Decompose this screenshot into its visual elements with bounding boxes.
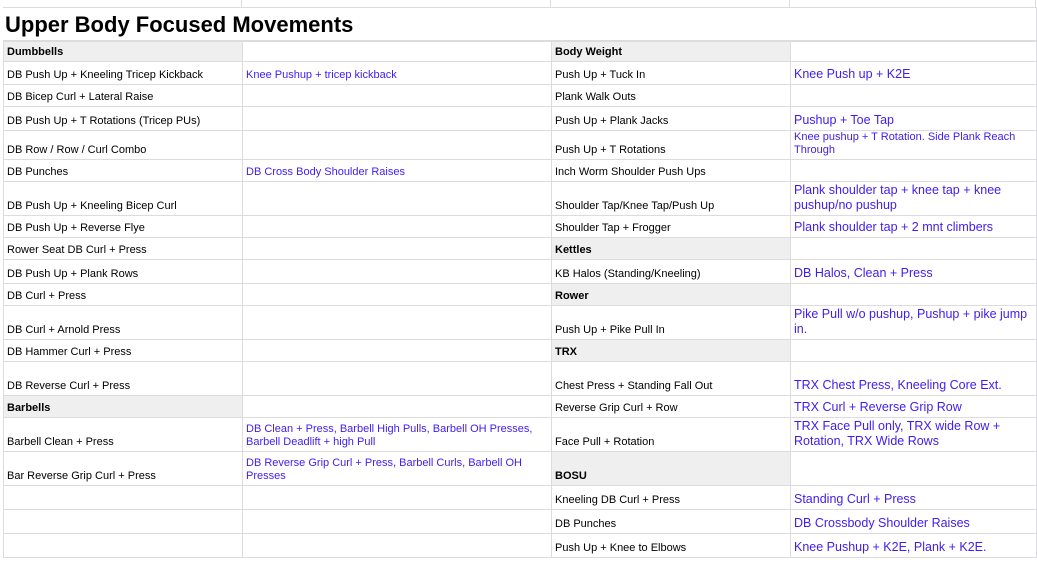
- table-cell[interactable]: [243, 362, 552, 396]
- table-cell[interactable]: Barbells: [4, 396, 243, 418]
- table-cell[interactable]: TRX: [552, 340, 791, 362]
- table-cell[interactable]: Pushup + Toe Tap: [791, 107, 1037, 131]
- table-cell[interactable]: Pike Pull w/o pushup, Pushup + pike jump in.: [791, 306, 1037, 340]
- table-cell[interactable]: DB Push Up + Reverse Flye: [4, 216, 243, 238]
- table-cell[interactable]: Inch Worm Shoulder Push Ups: [552, 160, 791, 182]
- table-cell[interactable]: [791, 160, 1037, 182]
- table-cell[interactable]: [4, 486, 243, 510]
- table-cell[interactable]: DB Cross Body Shoulder Raises: [243, 160, 552, 182]
- table-row: [4, 238, 1037, 260]
- table-row: [4, 362, 1037, 396]
- table-cell[interactable]: [791, 340, 1037, 362]
- table-row: [4, 85, 1037, 107]
- table-cell[interactable]: Shoulder Tap/Knee Tap/Push Up: [552, 182, 791, 216]
- table-cell[interactable]: [243, 216, 552, 238]
- table-cell[interactable]: DB Reverse Curl + Press: [4, 362, 243, 396]
- table-row: [4, 452, 1037, 486]
- table-cell[interactable]: [243, 306, 552, 340]
- movements-table: [3, 41, 1037, 558]
- table-row: [4, 182, 1037, 216]
- table-cell[interactable]: [243, 238, 552, 260]
- table-cell[interactable]: [243, 486, 552, 510]
- table-cell[interactable]: Knee Pushup + tricep kickback: [243, 62, 552, 85]
- table-cell[interactable]: Push Up + Pike Pull In: [552, 306, 791, 340]
- table-cell[interactable]: DB Punches: [4, 160, 243, 182]
- table-cell[interactable]: Push Up + Plank Jacks: [552, 107, 791, 131]
- table-cell[interactable]: [243, 510, 552, 534]
- table-cell[interactable]: Knee pushup + T Rotation. Side Plank Reach Through: [791, 131, 1037, 160]
- table-cell[interactable]: Push Up + Tuck In: [552, 62, 791, 85]
- table-cell[interactable]: [791, 85, 1037, 107]
- sheet-title[interactable]: Upper Body Focused Movements: [3, 8, 1037, 41]
- table-row: [4, 418, 1037, 452]
- table-row: [4, 284, 1037, 306]
- cell[interactable]: [551, 0, 790, 7]
- table-cell[interactable]: KB Halos (Standing/Kneeling): [552, 260, 791, 284]
- table-cell[interactable]: Push Up + T Rotations: [552, 131, 791, 160]
- table-cell[interactable]: Shoulder Tap + Frogger: [552, 216, 791, 238]
- table-row: [4, 42, 1037, 62]
- table-cell[interactable]: DB Punches: [552, 510, 791, 534]
- table-cell[interactable]: [243, 85, 552, 107]
- table-cell[interactable]: DB Curl + Arnold Press: [4, 306, 243, 340]
- table-row: [4, 260, 1037, 284]
- table-cell[interactable]: DB Clean + Press, Barbell High Pulls, Barbell OH Presses, Barbell Deadlift + high Pull: [243, 418, 552, 452]
- table-cell[interactable]: DB Hammer Curl + Press: [4, 340, 243, 362]
- table-cell[interactable]: DB Reverse Grip Curl + Press, Barbell Curls, Barbell OH Presses: [243, 452, 552, 486]
- cell[interactable]: [3, 0, 242, 7]
- table-row: [4, 510, 1037, 534]
- table-cell[interactable]: Kneeling DB Curl + Press: [552, 486, 791, 510]
- table-cell[interactable]: Plank shoulder tap + knee tap + knee pushup/no pushup: [791, 182, 1037, 216]
- table-cell[interactable]: [791, 284, 1037, 306]
- table-cell[interactable]: DB Bicep Curl + Lateral Raise: [4, 85, 243, 107]
- table-cell[interactable]: Reverse Grip Curl + Row: [552, 396, 791, 418]
- table-row: [4, 107, 1037, 131]
- top-row-strip: [3, 0, 1037, 8]
- table-row: [4, 131, 1037, 160]
- table-cell[interactable]: [791, 42, 1037, 62]
- table-cell[interactable]: BOSU: [552, 452, 791, 486]
- table-cell[interactable]: Dumbbells: [4, 42, 243, 62]
- table-cell[interactable]: DB Push Up + T Rotations (Tricep PUs): [4, 107, 243, 131]
- table-row: [4, 216, 1037, 238]
- table-cell[interactable]: DB Push Up + Kneeling Tricep Kickback: [4, 62, 243, 85]
- table-row: [4, 486, 1037, 510]
- table-cell[interactable]: [243, 284, 552, 306]
- table-row: [4, 340, 1037, 362]
- table-cell[interactable]: Bar Reverse Grip Curl + Press: [4, 452, 243, 486]
- table-cell[interactable]: DB Push Up + Plank Rows: [4, 260, 243, 284]
- spreadsheet-grid: [3, 0, 1037, 558]
- table-row: [4, 396, 1037, 418]
- table-cell[interactable]: Knee Pushup + K2E, Plank + K2E.: [791, 534, 1037, 558]
- table-cell[interactable]: DB Halos, Clean + Press: [791, 260, 1037, 284]
- table-cell[interactable]: Chest Press + Standing Fall Out: [552, 362, 791, 396]
- table-cell[interactable]: Rower Seat DB Curl + Press: [4, 238, 243, 260]
- table-cell[interactable]: TRX Face Pull only, TRX wide Row + Rotation, TRX Wide Rows: [791, 418, 1037, 452]
- table-cell[interactable]: Push Up + Knee to Elbows: [552, 534, 791, 558]
- table-cell[interactable]: Plank Walk Outs: [552, 85, 791, 107]
- table-cell[interactable]: [243, 107, 552, 131]
- table-cell[interactable]: [243, 396, 552, 418]
- table-cell[interactable]: [791, 452, 1037, 486]
- table-cell[interactable]: [243, 131, 552, 160]
- cell[interactable]: [790, 0, 1036, 7]
- table-cell[interactable]: Plank shoulder tap + 2 mnt climbers: [791, 216, 1037, 238]
- table-cell[interactable]: DB Push Up + Kneeling Bicep Curl: [4, 182, 243, 216]
- table-cell[interactable]: Body Weight: [552, 42, 791, 62]
- table-cell[interactable]: [243, 534, 552, 558]
- table-cell[interactable]: TRX Chest Press, Kneeling Core Ext.: [791, 362, 1037, 396]
- table-cell[interactable]: [243, 340, 552, 362]
- table-cell[interactable]: [243, 260, 552, 284]
- table-cell[interactable]: Rower: [552, 284, 791, 306]
- table-cell[interactable]: [243, 182, 552, 216]
- table-row: [4, 160, 1037, 182]
- table-row: [4, 62, 1037, 85]
- table-cell[interactable]: [791, 238, 1037, 260]
- cell[interactable]: [242, 0, 551, 7]
- table-cell[interactable]: DB Curl + Press: [4, 284, 243, 306]
- table-cell[interactable]: Kettles: [552, 238, 791, 260]
- table-row: [4, 534, 1037, 558]
- table-cell[interactable]: Standing Curl + Press: [791, 486, 1037, 510]
- table-cell[interactable]: Barbell Clean + Press: [4, 418, 243, 452]
- table-cell[interactable]: Face Pull + Rotation: [552, 418, 791, 452]
- table-cell[interactable]: [243, 42, 552, 62]
- table-cell[interactable]: [4, 534, 243, 558]
- table-cell[interactable]: Knee Push up + K2E: [791, 62, 1037, 85]
- table-row: [4, 306, 1037, 340]
- table-cell[interactable]: DB Row / Row / Curl Combo: [4, 131, 243, 160]
- table-cell[interactable]: DB Crossbody Shoulder Raises: [791, 510, 1037, 534]
- table-cell[interactable]: TRX Curl + Reverse Grip Row: [791, 396, 1037, 418]
- table-cell[interactable]: [4, 510, 243, 534]
